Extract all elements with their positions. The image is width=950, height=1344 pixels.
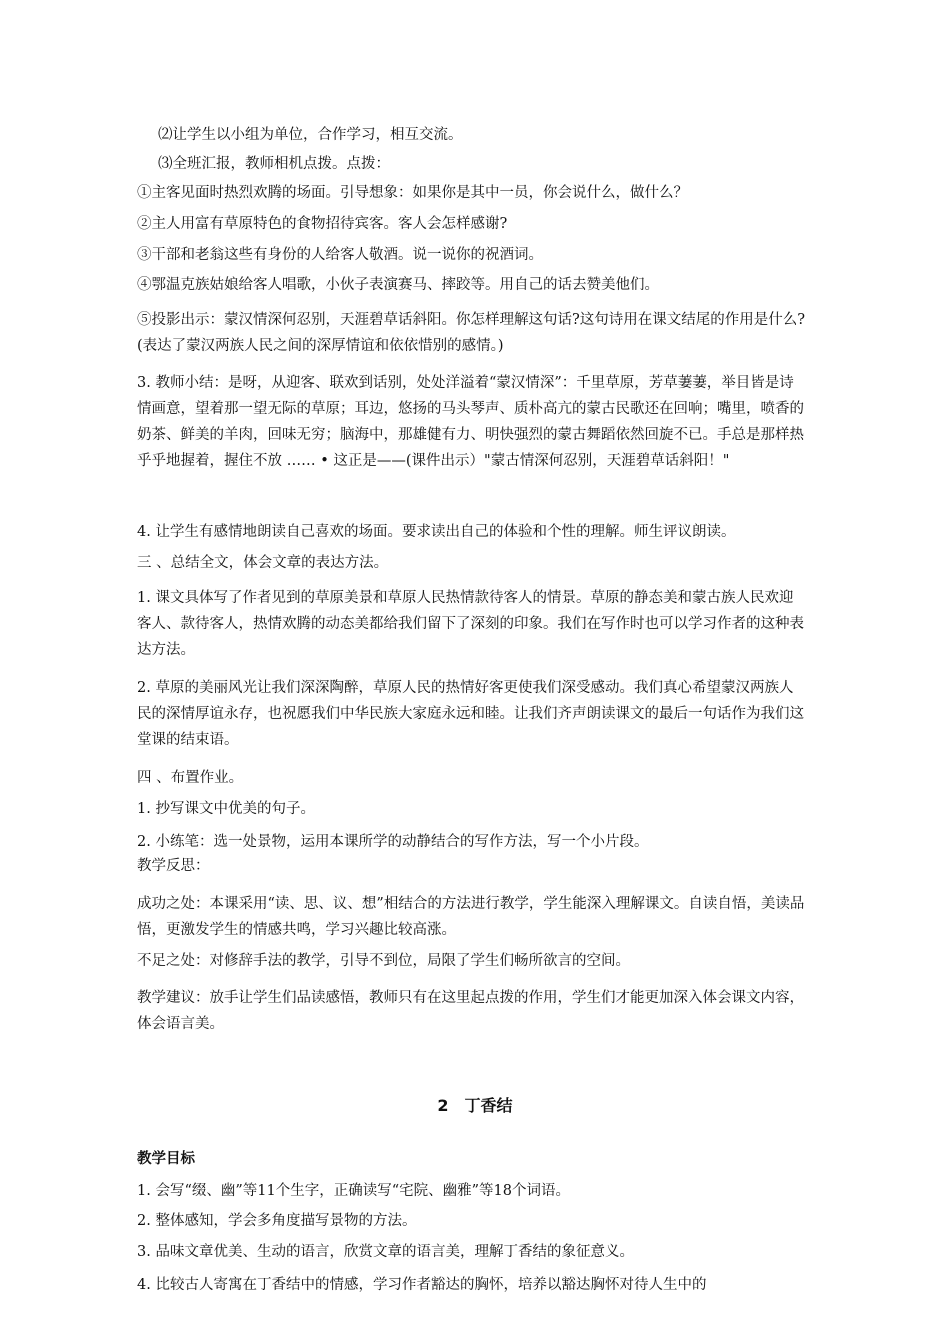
goal-item-1: 1. 会写“缀、幽”等11个生字，正确读写“宅院、幽雅”等18个词语。 bbox=[137, 1183, 570, 1199]
paragraph-point-2: ②主人用富有草原特色的食物招待宾客。客人会怎样感谢? bbox=[137, 216, 508, 232]
paragraph-step-3: ⑶全班汇报，教师相机点拨。点拨： bbox=[158, 156, 390, 172]
paragraph-step-2: ⑵让学生以小组为单位，合作学习，相互交流。 bbox=[158, 127, 463, 143]
paragraph-teacher-summary: 3. 教师小结：是呀，从迎客、联欢到话别，处处洋溢着“蒙汉情深”：千里草原，芳草萋萋，举目皆是诗情画意，望着那一望无际的草原；耳边，悠扬的马头琴声、质朴高亢的蒙古民歌还在回响；嘴里，喷香的奶茶、鲜美的羊肉，回味无穷；脑海中，那雄健有力、明快强烈的蒙古舞蹈依然回旋不已。手总是那样热乎乎地握着，握住不放 …… • 这正是——(课件出示）"蒙古情深何忍别，天涯碧草话斜阳！" bbox=[137, 375, 804, 469]
paragraph-summary-2: 2. 草原的美丽风光让我们深深陶醉，草原人民的热情好客更使我们深受感动。我们真心希望蒙汉两族人民的深情厚谊永存，也祝愿我们中华民族大家庭永远和睦。让我们齐声朗读课文的最后一句话作为我们这堂课的结束语。 bbox=[137, 680, 804, 748]
section-heading-homework: 四 、布置作业。 bbox=[137, 770, 244, 786]
paragraph-success: 成功之处：本课采用“读、思、议、想”相结合的方法进行教学，学生能深入理解课文。自读自悟，美读品悟，更激发学生的情感共鸣，学习兴趣比较高涨。 bbox=[137, 896, 805, 938]
goal-item-3: 3. 品味文章优美、生动的语言，欣赏文章的语言美，理解丁香结的象征意义。 bbox=[137, 1244, 634, 1260]
lesson-title: 2 丁香结 bbox=[437, 1096, 513, 1115]
paragraph-point-4: ④鄂温克族姑娘给客人唱歌，小伙子表演赛马、摔跤等。用自己的话去赞美他们。 bbox=[137, 277, 659, 293]
paragraph-point-3: ③干部和老翁这些有身份的人给客人敬酒。说一说你的祝酒词。 bbox=[137, 247, 543, 263]
paragraph-suggestion: 教学建议：放手让学生们品读感悟，教师只有在这里起点拨的作用，学生们才能更加深入体会课文内容，体会语言美。 bbox=[137, 990, 804, 1032]
paragraph-point-5: ⑤投影出示：蒙汉情深何忍别，天涯碧草话斜阳。你怎样理解这句话?这句诗用在课文结尾的作用是什么?(表达了蒙汉两族人民之间的深厚情谊和依依惜别的感情。) bbox=[137, 312, 806, 354]
paragraph-read-aloud: 4. 让学生有感情地朗读自己喜欢的场面。要求读出自己的体验和个性的理解。师生评议朗读。 bbox=[137, 524, 736, 540]
paragraph-summary-1: 1. 课文具体写了作者见到的草原美景和草原人民热情款待客人的情景。草原的静态美和蒙古族人民欢迎客人、款待客人，热情欢腾的动态美都给我们留下了深刻的印象。我们在写作时也可以学习作者的这种表达方法。 bbox=[137, 590, 804, 658]
goals-heading: 教学目标 bbox=[137, 1151, 195, 1167]
goal-item-2: 2. 整体感知，学会多角度描写景物的方法。 bbox=[137, 1213, 417, 1229]
goal-item-4: 4. 比较古人寄寓在丁香结中的情感，学习作者豁达的胸怀，培养以豁达胸怀对待人生中的 bbox=[137, 1277, 707, 1293]
paragraph-homework-1: 1. 抄写课文中优美的句子。 bbox=[137, 801, 315, 817]
paragraph-shortcoming: 不足之处：对修辞手法的教学，引导不到位，局限了学生们畅所欲言的空间。 bbox=[137, 953, 630, 969]
paragraph-homework-2: 2. 小练笔：选一处景物，运用本课所学的动静结合的写作方法，写一个小片段。 bbox=[137, 834, 649, 850]
paragraph-point-1: ①主客见面时热烈欢腾的场面。引导想象：如果你是其中一员，你会说什么，做什么？ bbox=[137, 185, 688, 201]
paragraph-reflection-label: 教学反思： bbox=[137, 858, 210, 874]
section-heading-summary: 三 、总结全文，体会文章的表达方法。 bbox=[137, 555, 389, 571]
